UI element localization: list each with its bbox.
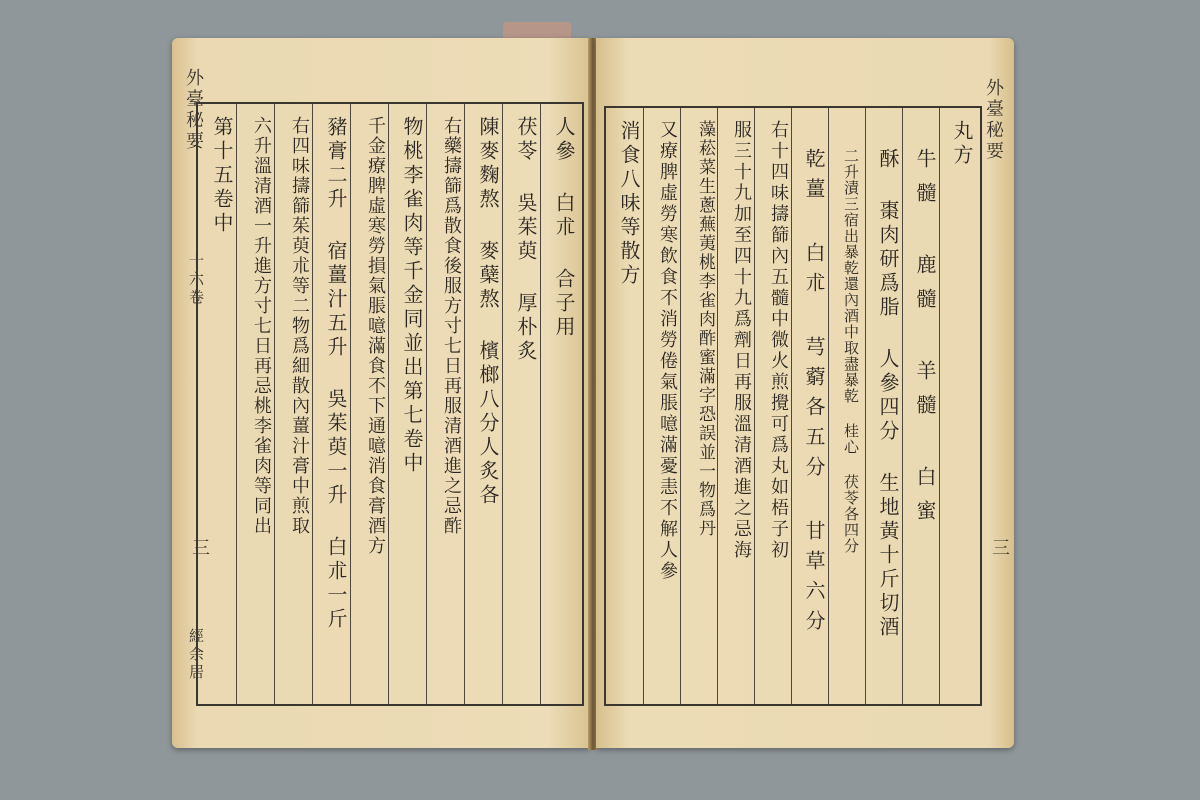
right-column-6: 右十四味擣篩內五髓中微火煎攪可爲丸如梧子初 (768, 120, 789, 561)
right-column-2: 牛髓 鹿髓 羊髓 白蜜 (913, 148, 937, 534)
right-column-7: 服三十九加至四十九爲劑日再服溫清酒進之忌海 (731, 120, 752, 561)
left-page (172, 38, 590, 748)
left-column-4: 右藥擣篩爲散食後服方寸七日再服清酒進之忌酢 (441, 116, 462, 536)
right-page-edge-title: 外臺秘要 (983, 78, 1004, 162)
left-column-1: 人參 白朮 合子用 (552, 116, 576, 340)
open-book (172, 38, 1018, 756)
right-column-3: 酥 棗肉研爲脂 人參四分 生地黃十斤切酒 (876, 148, 900, 640)
right-column-10: 消食八味等散方 (617, 120, 641, 288)
left-column-6: 千金療脾虛寒勞損氣脹噫滿食不下通噫消食膏酒方 (365, 116, 386, 556)
left-column-2: 茯苓 吳茱萸 厚朴炙 (514, 116, 538, 364)
left-page-edge-title: 外臺秘要 (183, 68, 204, 152)
left-page-fishtail: 十六卷 (187, 253, 205, 307)
right-column-5: 乾薑 白朮 芎藭各五分 甘草六分 (802, 148, 826, 640)
left-column-10: 第十五卷中 (210, 116, 234, 236)
right-page-number: 三 (989, 538, 1010, 559)
right-column-9: 又療脾虛勞寒飲食不消勞倦氣脹噫滿憂恚不解人參 (657, 120, 678, 582)
right-page (596, 38, 1014, 748)
left-column-3: 陳麥麴熬 麥蘖熬 檳榔八分人炙各 (476, 116, 500, 508)
left-text-frame (196, 102, 584, 706)
right-column-4: 二升漬三宿出暴乾還內酒中取盡暴乾 桂心 茯苓各四分 (842, 148, 860, 554)
right-column-8: 藻菘菜生蔥蕪荑桃李雀肉酢蜜滿字恐誤並一物爲丹 (695, 120, 715, 538)
left-page-bottom-text: 經余居 (187, 628, 205, 682)
left-column-7: 豬膏二升 宿薑汁五升 吳茱萸一升 白朮一斤 (324, 116, 348, 632)
left-column-8: 右四味擣篩茱萸朮等二物爲細散內薑汁膏中煎取 (289, 116, 310, 536)
left-column-9: 六升溫清酒一升進方寸七日再忌桃李雀肉等同出 (251, 116, 272, 536)
right-column-1: 丸方 (950, 120, 974, 168)
left-page-number: 三 (189, 538, 210, 559)
right-text-frame (604, 106, 982, 706)
left-column-5: 物桃李雀肉等千金同並出第七卷中 (400, 116, 424, 476)
